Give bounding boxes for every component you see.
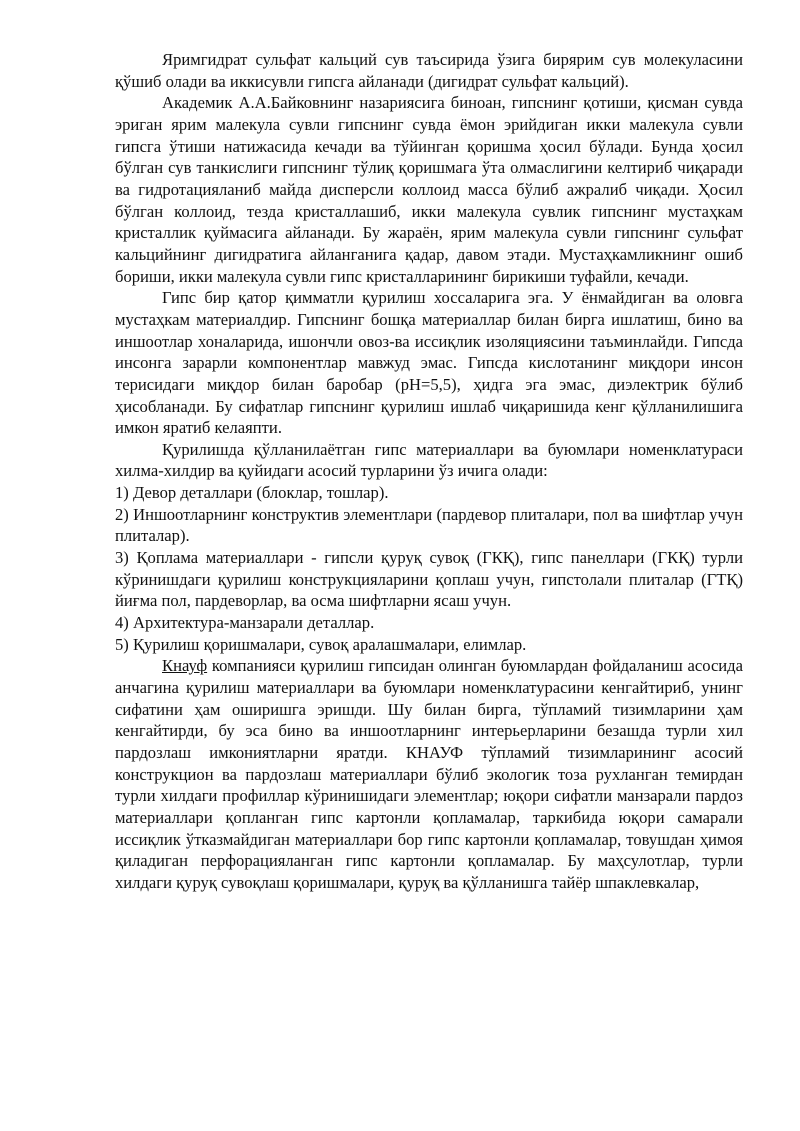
list-item: 4) Архитектура-манзарали деталлар. xyxy=(115,613,375,633)
list-item: 3) Қоплама материаллари - гипсли қуруқ сувоқ (ГКҚ), гипс панеллари (ГКҚ) турли кўринишдаги қурилиш конструкцияларини қоплаш учун, гипстолали плиталар (ГТҚ) йиғма пол, пардеворлар, ва осма шифтларни ясаш учун. xyxy=(115,548,743,611)
knauf-paragraph-text: компанияси қурилиш гипсидан олинган буюмлардан фойдаланиш асосида анчагина қурилиш материаллари ва буюмлари номенклатурасини кенгайтириб, унинг сифатини ҳам оширишга эришди. Шу билан бирга, тўпламий тизимларини ҳам кенгайтирди, бу эса бино ва иншоотларнинг интерьерларини безашда турли хил пардозлаш имкониятларни яратди. КНАУФ тўпламий тизимларининг асосий конструкцион ва пардозлаш материаллари бўлиб экологик тоза рухланган темирдан турли хилдаги профиллар кўринишидаги элементлар; юқори сифатли манзарали пардоз материаллари қопланган гипс картонли қопламалар, таркибида юқори самарали иссиқлик ўтказмайдиган материаллари бор гипс картонли қопламалар, товушдан ҳимоя қиладиган перфорацияланган гипс картонли қопламалар. Бу маҳсулотлар, турли хилдаги қуруқ сувоқлаш қоришмалари, қуруқ ва қўлланишга тайёр шпаклевкалар, xyxy=(115,656,743,892)
paragraph-hemihydrate: Яримгидрат сульфат кальций сув таъсирида ўзига бирярим сув молекуласини қўшиб олади ва иккисувли гипсга айланади (дигидрат сульфат кальций). xyxy=(115,50,743,91)
paragraph-baikov-theory: Академик А.А.Байковнинг назариясига биноан, гипснинг қотиши, қисман сувда эриган ярим малекула сувли гипснинг сувда ёмон эрийдиган икки малекула сувли гипсга ўтиши натижасида кечади ва тўйинган қоришма ҳосил бўлади. Бунда ҳосил бўлган сув танкислиги гипснинг тўлиқ қоришмага ўта олмаслигини келтириб чиқаради ва гидротацияланиб майда дисперсли коллоид масса бўлиб ажралиб чиқади. Ҳосил бўлган коллоид, тезда кристаллашиб, икки малекула сувлик гипснинг мустаҳкам кристаллик қуймасига айланади. Бу жараён, ярим малекула сувли гипснинг сульфат кальцийнинг дигидратига айланганига қадар, давом этади. Мустаҳкамликнинг ошиб бориши, икки малекула сувли гипс кристалларининг бирикиши туфайли, кечади. xyxy=(115,93,743,286)
document-page xyxy=(115,49,743,894)
paragraph-gypsum-properties: Гипс бир қатор қимматли қурилиш хоссаларига эга. У ёнмайдиган ва оловга мустаҳкам материалдир. Гипснинг бошқа материаллар билан бирга ишлатиш, бино ва иншоотлар хоналарида, ишончли овоз-ва иссиқлик изоляциясини таъминлайди. Гипсда инсонга зарарли компонентлар мавжуд эмас. Гипсда кислотанинг миқдори инсон терисидаги миқдор билан баробар (pH=5,5), ҳидга эга эмас, диэлектрик бўлиб ҳисобланади. Бу сифатлар гипснинг қурилиш ишлаб чиқаришида кенг қўлланилишига имкон яратиб келаяпти. xyxy=(115,288,743,438)
list-item: 1) Девор деталлари (блоклар, тошлар). xyxy=(115,483,389,503)
knauf-link[interactable]: Кнауф xyxy=(162,656,208,676)
list-item: 5) Қурилиш қоришмалари, сувоқ аралашмалари, елимлар. xyxy=(115,634,527,654)
paragraph-knauf xyxy=(115,655,743,893)
list-item: 2) Иншоотларнинг конструктив элементлари (пардевор плиталари, пол ва шифтлар учун плиталар). xyxy=(115,504,743,546)
paragraph-nomenclature-intro: Қурилишда қўлланилаётган гипс материаллари ва буюмлари номенклатураси хилма-хилдир ва қуйидаги асосий турларини ўз ичига олади: xyxy=(115,439,743,481)
